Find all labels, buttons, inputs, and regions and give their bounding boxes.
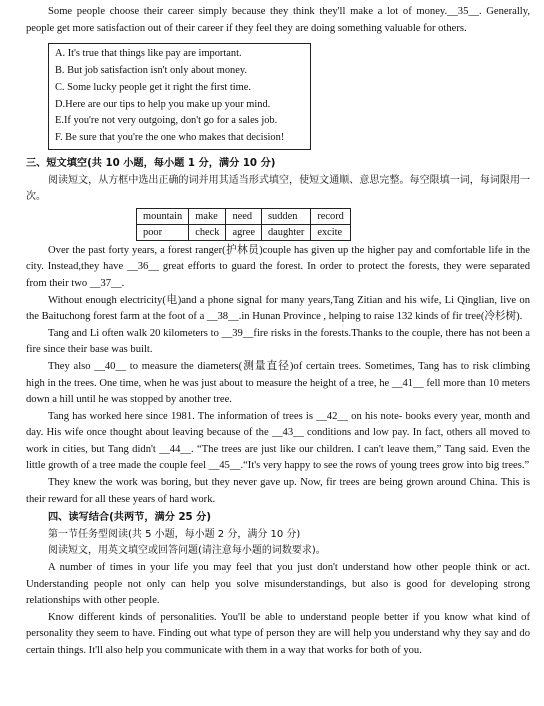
word-box-cell: daughter bbox=[261, 224, 310, 240]
word-box-cell: need bbox=[226, 208, 262, 224]
intro-paragraph: Some people choose their career simply because they think they'll make a lot of money.__35__. Generally, people get more satisfaction out of their career if they feel they are doing something valuable for others. bbox=[26, 6, 530, 34]
word-box-cell: record bbox=[311, 208, 351, 224]
section-4-heading: 四、读写结合(共两节，满分 25 分) bbox=[48, 512, 212, 524]
option-e: E.If you're not very outgoing, don't go for a sales job. bbox=[55, 115, 278, 127]
passage-paragraph: They also __40__ to measure the diameters(测量直径)of certain trees. Sometimes, Tang has to risk climbing high in the trees. One time, when he was just about to measure the height of a tree, he __41__ fell more than 10 meters down a hill until he was stopped by another tree. bbox=[26, 360, 530, 406]
passage2-paragraph: A number of times in your life you may feel that you just don't understand how other people think or act. Understanding people not only can help you solve misunderstandings, but also is good for developing strong relationships with other people. bbox=[26, 562, 530, 607]
option-f: F. Be sure that you're the one who makes that decision! bbox=[55, 132, 285, 144]
options-box bbox=[48, 43, 311, 150]
passage2-paragraph: Know different kinds of personalities. You'll be able to understand people better if you know what kind of personality they seem to have. Finding out what type of person they are will help you understand why they say and do certain things. It'll also help you communicate with them in a way that works for both of you. bbox=[26, 611, 530, 656]
word-box bbox=[136, 208, 351, 241]
option-b: B. But job satisfaction isn't only about money. bbox=[55, 64, 247, 76]
passage-paragraph: Over the past forty years, a forest ranger(护林员)couple has given up the higher pay and comfortable life in the city. Instead,they have __36__ great efforts to guard the forest. In order to protect the forests, they were separated from their two __37__. bbox=[26, 244, 530, 289]
word-box-cell: make bbox=[189, 208, 226, 224]
word-box-cell: excite bbox=[311, 224, 351, 240]
section-3-instructions: 阅读短文，从方框中选出正确的词并用其适当形式填空，使短文通顺、意思完整。每空限填一词，每词限用一次。 bbox=[26, 174, 530, 203]
word-box-cell: check bbox=[189, 224, 226, 240]
passage-paragraph: Without enough electricity(电)and a phone signal for many years,Tang Zitian and his wife, Li Qinglian, live on the Baituchong forest farm at the foot of a __38__.in Hunan Province , helping to raise 132 kinds of fir tree(冷杉树). bbox=[26, 294, 530, 323]
passage-paragraph: They knew the work was boring, but they never gave up. Now, fir trees are being grown around China. This is their reward for all these years of hard work. bbox=[26, 477, 530, 505]
word-box-cell: poor bbox=[137, 224, 189, 240]
option-a: A. It's true that things like pay are important. bbox=[55, 48, 242, 60]
option-c: C. Some lucky people get it right the first time. bbox=[55, 81, 251, 93]
word-box-cell: mountain bbox=[137, 208, 189, 224]
passage-paragraph: Tang has worked here since 1981. The information of trees is __42__ on his note- books every year, month and day. His wife once thought about leaving because of the __43__ conditions and low pay. In fact, others all moved to work in cities, but Tang didn't __44__. “The trees are just like our children. I can't leave them,” Tang said. Even the little growth of a tree made the couple feel __45__.“It's very happy to see the rows of young trees grow into big trees.” bbox=[26, 410, 530, 472]
passage-paragraph: Tang and Li often walk 20 kilometers to __39__fire risks in the forests.Thanks to the couple, there has not been a fire since their base was built. bbox=[26, 327, 530, 356]
section-4-subheading: 第一节任务型阅读(共 5 小题，每小题 2 分，满分 10 分) bbox=[48, 528, 301, 540]
section-3-heading: 三、短文填空(共 10 小题，每小题 1 分，满分 10 分) bbox=[26, 157, 276, 169]
section-4-instructions: 阅读短文，用英文填空或回答问题(请注意每小题的词数要求)。 bbox=[48, 545, 326, 557]
word-box-cell: sudden bbox=[261, 208, 310, 224]
word-box-cell: agree bbox=[226, 224, 262, 240]
option-d: D.Here are our tips to help you make up your mind. bbox=[55, 98, 271, 110]
